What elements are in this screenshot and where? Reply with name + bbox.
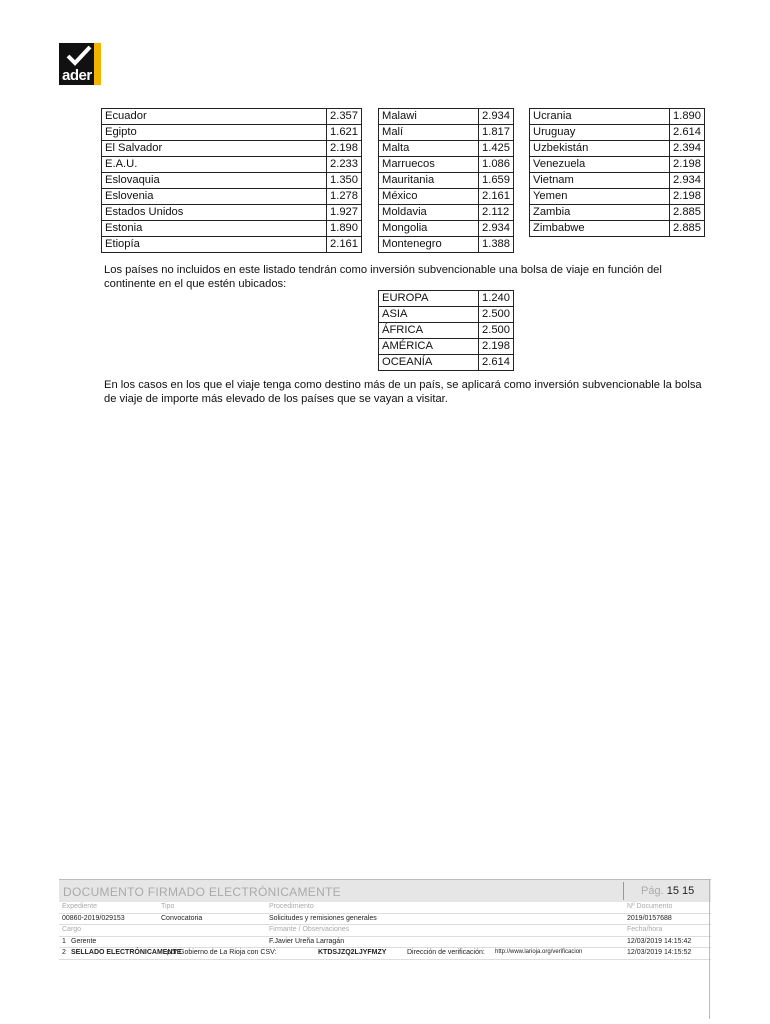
table-row (102, 125, 362, 141)
table-row (530, 141, 705, 157)
country-name: EUROPA (379, 291, 479, 307)
label-documento: Nº Documento (627, 903, 673, 910)
amount-value: 2.198 (670, 157, 705, 173)
table-row (379, 157, 514, 173)
expediente-value: 00860-2019/029153 (62, 914, 125, 922)
amount-value: 2.161 (327, 237, 362, 253)
page-indicator (641, 885, 694, 897)
table-row (379, 323, 514, 339)
verification-url[interactable]: http://www.larioja.org/verificacion (495, 949, 583, 955)
amount-value: 1.890 (327, 221, 362, 237)
amount-value: 2.934 (670, 173, 705, 189)
amount-value: 2.161 (479, 189, 514, 205)
country-name: Marruecos (379, 157, 479, 173)
amount-value: 2.885 (670, 205, 705, 221)
tipo-value: Convocatoria (161, 914, 203, 922)
country-name: Etiopía (102, 237, 327, 253)
label-cargo: Cargo (62, 926, 82, 933)
logo-text: ader (62, 67, 92, 84)
signer-2-number: 2 (62, 949, 66, 956)
amount-value: 1.388 (479, 237, 514, 253)
country-name: Vietnam (530, 173, 670, 189)
amount-value: 2.934 (479, 109, 514, 125)
footer-divider (623, 882, 624, 900)
amount-value: 1.086 (479, 157, 514, 173)
table-row (102, 109, 362, 125)
amount-value: 2.934 (479, 221, 514, 237)
signer-row-2 (59, 948, 711, 960)
country-table-3 (529, 108, 705, 237)
table-row (379, 291, 514, 307)
country-name: El Salvador (102, 141, 327, 157)
amount-value: 1.425 (479, 141, 514, 157)
amount-value: 1.350 (327, 173, 362, 189)
table-row (102, 157, 362, 173)
table-row (530, 205, 705, 221)
amount-value: 1.890 (670, 109, 705, 125)
table-row (379, 125, 514, 141)
country-name: Malí (379, 125, 479, 141)
country-name: Estados Unidos (102, 205, 327, 221)
signer-row-1 (59, 937, 711, 949)
country-name: Eslovenia (102, 189, 327, 205)
amount-value: 1.621 (327, 125, 362, 141)
table-row (530, 173, 705, 189)
footer-signers-labels-row (59, 925, 711, 937)
country-name: Uzbekistán (530, 141, 670, 157)
amount-value: 2.233 (327, 157, 362, 173)
page-label: Pág. (641, 885, 664, 897)
table-row (530, 221, 705, 237)
country-table-1 (101, 108, 362, 253)
paragraph-continents-intro: Los países no incluidos en este listado tendrán como inversión subvencionable una bolsa de viaje en función del continente en el que estén ubicados: (104, 264, 662, 290)
amount-value: 2.614 (479, 355, 514, 371)
country-name: AMÉRICA (379, 339, 479, 355)
label-expediente: Expediente (62, 903, 98, 910)
documento-value: 2019/0157688 (627, 914, 672, 922)
amount-value: 1.927 (327, 205, 362, 221)
logo-accent-bar (94, 43, 101, 85)
amount-value: 2.500 (479, 323, 514, 339)
table-row (379, 173, 514, 189)
continent-table (378, 290, 514, 371)
footer-header (59, 879, 711, 902)
table-row (530, 189, 705, 205)
amount-value: 2.614 (670, 125, 705, 141)
table-row (379, 189, 514, 205)
amount-value: 2.357 (327, 109, 362, 125)
country-name: E.A.U. (102, 157, 327, 173)
amount-value: 2.112 (479, 205, 514, 221)
signature-footer (59, 879, 711, 960)
country-name: Mauritania (379, 173, 479, 189)
country-name: Estonia (102, 221, 327, 237)
amount-value: 2.885 (670, 221, 705, 237)
footer-labels-row (59, 902, 711, 914)
footer-title: DOCUMENTO FIRMADO ELECTRÓNICAMENTE (63, 885, 341, 899)
country-name: Egipto (102, 125, 327, 141)
signer-2-date: 12/03/2019 14:15:52 (627, 949, 692, 956)
amount-value: 2.500 (479, 307, 514, 323)
page-current: 15 (666, 885, 679, 897)
table-row (379, 221, 514, 237)
amount-value: 1.817 (479, 125, 514, 141)
page-total: 15 (682, 885, 695, 897)
label-firmante: Firmante / Observaciones (269, 926, 350, 933)
country-name: Malawi (379, 109, 479, 125)
label-procedimiento: Procedimiento (269, 903, 314, 910)
amount-value: 1.659 (479, 173, 514, 189)
country-name: Ucrania (530, 109, 670, 125)
country-name: Eslovaquia (102, 173, 327, 189)
country-name: Montenegro (379, 237, 479, 253)
csv-code: KTDSJZQ2LJYFMZY (318, 949, 387, 956)
amount-value: 2.394 (670, 141, 705, 157)
country-name: Yemen (530, 189, 670, 205)
signer-1-name: F.Javier Ureña Larragán (269, 937, 345, 945)
sealed-text: por Gobierno de La Rioja con CSV: (167, 949, 277, 956)
country-name: Mongolia (379, 221, 479, 237)
country-name: Uruguay (530, 125, 670, 141)
checkmark-icon (65, 45, 93, 67)
table-row (379, 109, 514, 125)
right-border-line (709, 879, 710, 1019)
country-name: Ecuador (102, 109, 327, 125)
verification-label: Dirección de verificación: (407, 949, 485, 956)
table-row (102, 141, 362, 157)
country-name: Zimbabwe (530, 221, 670, 237)
table-row (102, 237, 362, 253)
country-name: México (379, 189, 479, 205)
country-name: OCEANÍA (379, 355, 479, 371)
amount-value: 2.198 (327, 141, 362, 157)
amount-value: 2.198 (479, 339, 514, 355)
country-name: Venezuela (530, 157, 670, 173)
table-row (379, 237, 514, 253)
table-row (379, 307, 514, 323)
table-row (530, 157, 705, 173)
table-row (379, 141, 514, 157)
label-fecha: Fecha/hora (627, 926, 663, 933)
country-name: Moldavia (379, 205, 479, 221)
country-name: Malta (379, 141, 479, 157)
table-row (379, 355, 514, 371)
table-row (379, 205, 514, 221)
signer-1-number: 1 (62, 937, 66, 945)
country-name: Zambia (530, 205, 670, 221)
table-row (102, 173, 362, 189)
table-row (530, 109, 705, 125)
country-name: ASIA (379, 307, 479, 323)
sealed-label: SELLADO ELECTRÓNICAMENTE (71, 949, 182, 956)
signer-1-cargo: Gerente (71, 937, 97, 945)
signer-1-date: 12/03/2019 14:15:42 (627, 937, 692, 945)
procedimiento-value: Solicitudes y remisiones generales (269, 914, 377, 922)
paragraph-multiple-countries: En los casos en los que el viaje tenga como destino más de un país, se aplicará como inversión subvencionable la bolsa de viaje de importe más elevado de los países que se vayan a visitar. (104, 379, 702, 405)
label-tipo: Tipo (161, 903, 175, 910)
table-row (102, 205, 362, 221)
table-row (102, 189, 362, 205)
country-table-2 (378, 108, 514, 253)
table-row (102, 221, 362, 237)
table-row (530, 125, 705, 141)
amount-value: 1.278 (327, 189, 362, 205)
ader-logo (59, 43, 101, 85)
amount-value: 2.198 (670, 189, 705, 205)
amount-value: 1.240 (479, 291, 514, 307)
footer-values-row (59, 914, 711, 926)
table-row (379, 339, 514, 355)
country-name: ÁFRICA (379, 323, 479, 339)
